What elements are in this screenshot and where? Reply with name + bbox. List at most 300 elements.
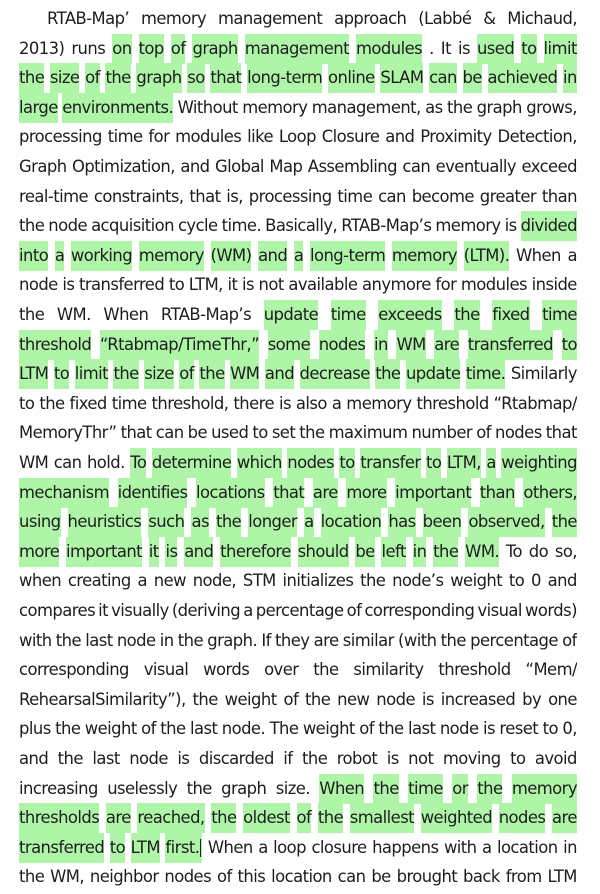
highlighted-word: modules [356, 34, 422, 64]
highlighted-word: exceeds [378, 300, 441, 330]
word: fixed [69, 393, 107, 413]
word: a [567, 245, 577, 265]
word: discarded [198, 749, 274, 768]
highlighted-word: a [294, 241, 304, 271]
highlighted-word: to [562, 330, 577, 360]
word: Proximity [420, 127, 492, 147]
highlighted-word: WM [230, 359, 259, 389]
highlighted-word: smallest [350, 803, 414, 833]
word: RTAB-Map’ [47, 9, 130, 28]
highlighted-word: weighting [501, 448, 577, 478]
word: STM [242, 571, 276, 591]
highlighted-word: such [148, 507, 184, 537]
word: when [19, 571, 62, 591]
word: increased [440, 689, 516, 709]
word: Map [269, 157, 303, 176]
word: for [148, 127, 170, 147]
word: weight [84, 719, 137, 739]
word: moving [442, 749, 501, 768]
word: “Rtabmap/ [493, 393, 577, 413]
word: is [421, 689, 434, 709]
highlighted-word: memory [512, 774, 577, 804]
word: corresponding [19, 660, 129, 680]
highlighted-word: graph [136, 63, 181, 93]
word: of [476, 423, 491, 443]
highlighted-word: therefore [220, 537, 291, 567]
word: happens [372, 837, 439, 857]
word: uselessly [107, 778, 178, 798]
word: the [57, 749, 83, 768]
word: the [302, 749, 328, 768]
word: similarity [353, 660, 424, 680]
highlighted-word: has [388, 507, 415, 537]
word: can [378, 186, 406, 206]
word: to [508, 571, 525, 591]
highlighted-word: transfer [360, 448, 420, 478]
word: like [247, 127, 273, 147]
word: a [258, 837, 268, 857]
highlighted-word: time [331, 300, 366, 330]
highlighted-word: the [552, 507, 577, 537]
highlighted-word: (WM) [211, 241, 252, 271]
word: “Mem/ [525, 660, 577, 680]
word: of [359, 719, 374, 739]
word: Michaud, [507, 9, 577, 28]
word: by [522, 689, 542, 709]
word: brought [396, 867, 458, 887]
text-line [19, 63, 577, 93]
word: LTM, [188, 275, 223, 295]
highlighted-word: are [313, 478, 338, 508]
word: the [177, 630, 204, 650]
word: creating [67, 571, 131, 591]
highlighted-word: as [191, 507, 208, 537]
highlighted-word: some [268, 330, 310, 360]
highlighted-word: long-term [247, 63, 322, 93]
word: time [107, 127, 143, 147]
highlighted-word: LTM [19, 359, 48, 389]
text-line [19, 803, 577, 833]
word: exceed [521, 157, 577, 176]
word: of [562, 630, 577, 650]
word: to [168, 275, 185, 295]
text-line [19, 744, 577, 774]
word: is [278, 393, 291, 413]
highlighted-word: is [165, 537, 177, 567]
word: When [207, 837, 253, 857]
word: the [313, 660, 339, 680]
highlighted-word: large [19, 93, 58, 123]
highlighted-word: reached, [137, 803, 204, 833]
word: and [19, 749, 49, 768]
text-line [19, 714, 577, 744]
highlighted-word: and [258, 241, 287, 271]
word: graph [476, 97, 522, 117]
text-line [19, 418, 577, 448]
text-line [19, 774, 577, 804]
word: can [337, 867, 366, 887]
text-line [19, 478, 577, 508]
word: is, [226, 186, 243, 206]
word: Graph [19, 157, 67, 176]
word: the [192, 689, 218, 709]
word: do [528, 541, 549, 561]
word: the [39, 393, 65, 413]
word: compares [19, 601, 96, 620]
highlighted-word: the [113, 359, 138, 389]
word: node [439, 719, 479, 739]
highlighted-word: it [149, 537, 159, 567]
word: last [408, 719, 436, 739]
highlighted-word: limit [75, 359, 108, 389]
highlighted-word: to [426, 448, 441, 478]
word: that [189, 186, 221, 206]
word: closure [311, 837, 367, 857]
highlighted-word: be [463, 63, 482, 93]
word: are [313, 630, 339, 650]
word: visually [111, 601, 169, 620]
word: be [187, 423, 207, 443]
word: WM [19, 453, 49, 472]
word: Without [177, 97, 238, 117]
word: of [216, 867, 232, 887]
text-line [19, 685, 577, 715]
highlighted-word: weighted [421, 803, 492, 833]
word: the [19, 305, 45, 324]
word: number [411, 423, 473, 443]
highlighted-word: and [184, 537, 213, 567]
word: the [55, 719, 81, 739]
text-line [19, 833, 577, 863]
word: reset [499, 719, 539, 739]
word: the [160, 719, 186, 739]
highlighted-word: a [55, 241, 65, 271]
word: a [331, 393, 342, 413]
text-line [19, 655, 577, 685]
text-line [47, 4, 577, 34]
word: To [505, 541, 522, 561]
text-line [19, 211, 577, 241]
word: The [269, 719, 299, 739]
word: node [129, 749, 168, 768]
highlighted-word: transferred [19, 833, 104, 863]
text-line [19, 596, 577, 626]
word: of [141, 719, 156, 739]
word: inside [531, 275, 577, 295]
highlighted-word: graph [192, 34, 237, 64]
highlighted-word: mechanism [19, 478, 109, 508]
word: runs [71, 38, 106, 58]
word: not [258, 275, 284, 295]
word: real-time [19, 186, 89, 206]
word: acquisition [91, 216, 174, 236]
highlighted-word: the [477, 774, 502, 804]
highlighted-word: should [298, 537, 349, 567]
highlighted-word: memory [139, 241, 204, 271]
highlighted-word: management [245, 34, 349, 64]
highlighted-word: LTM [131, 833, 160, 863]
text-line [19, 182, 577, 212]
word: Similarly [510, 364, 577, 384]
word: time [111, 393, 147, 413]
highlighted-word: threshold [19, 330, 91, 360]
word: If [261, 630, 271, 650]
word: new [153, 571, 186, 591]
highlighted-word: memory [392, 241, 457, 271]
word: threshold, [151, 393, 229, 413]
highlighted-word: more [19, 537, 59, 567]
word: 0 [531, 571, 541, 591]
word: . [429, 38, 434, 58]
word: if [283, 749, 293, 768]
highlighted-word: the [433, 537, 458, 567]
word: the [55, 630, 82, 650]
word: is [386, 749, 399, 768]
word: that [120, 423, 152, 443]
highlighted-word: which [237, 448, 282, 478]
highlighted-word: working [71, 241, 132, 271]
word: grows, [526, 97, 577, 117]
word: be [371, 867, 391, 887]
word: memory [140, 9, 207, 28]
text-cursor [200, 839, 201, 857]
highlighted-word: update [406, 359, 460, 389]
text-line [19, 330, 577, 360]
word: Global [214, 157, 264, 176]
text-line [19, 241, 577, 271]
word: as [425, 97, 443, 117]
highlighted-word: oldest [243, 803, 290, 833]
highlighted-word: nodes [287, 448, 334, 478]
word: node [48, 216, 88, 236]
highlighted-word: SLAM [380, 63, 423, 93]
word: plus [19, 719, 51, 739]
word: initializes [282, 571, 354, 591]
highlighted-word: first. [165, 833, 202, 863]
word: percentage [255, 601, 344, 620]
word: graph. [207, 630, 258, 650]
highlighted-word: decrease [300, 359, 370, 389]
highlighted-word: WM [396, 330, 425, 360]
word: weight [224, 689, 277, 709]
word: available [288, 275, 358, 295]
highlighted-word: a [486, 448, 496, 478]
word: management, [311, 97, 421, 117]
highlighted-word: important [66, 537, 142, 567]
highlighted-word: used [477, 34, 514, 64]
highlighted-word: and [265, 359, 294, 389]
text-line [19, 300, 577, 330]
word: set [271, 423, 296, 443]
highlighted-word: that [273, 478, 304, 508]
word: LTM [547, 867, 577, 887]
word: in [159, 630, 174, 650]
highlighted-word: time. [466, 359, 506, 389]
highlighted-word: can [429, 63, 457, 93]
word: 2013) [19, 38, 65, 58]
highlighted-word: are [552, 803, 577, 833]
word: management [217, 9, 323, 28]
word: for [435, 275, 457, 295]
word: RTAB-Map’s [160, 305, 252, 324]
text-line [19, 359, 577, 389]
highlighted-word: on [112, 34, 131, 64]
word: (with [398, 630, 437, 650]
text-line [19, 122, 577, 152]
word: is [504, 216, 517, 236]
highlighted-word: important [395, 478, 471, 508]
word: last [189, 719, 218, 739]
word: new [337, 689, 370, 709]
word: with [19, 630, 52, 650]
word: from [505, 867, 542, 887]
word: memory [346, 393, 412, 413]
word: When [103, 305, 149, 324]
highlighted-word: heuristics [68, 507, 142, 537]
highlighted-word: the [19, 63, 44, 93]
word: transferred [78, 275, 165, 295]
word: there [233, 393, 275, 413]
word: node [19, 275, 58, 295]
word: threshold [416, 393, 489, 413]
highlighted-word: To [130, 448, 146, 478]
word: Optimization, [71, 157, 175, 176]
text-line [19, 626, 577, 656]
word: the [440, 630, 466, 650]
word: 0, [562, 719, 577, 739]
word: graph [221, 778, 267, 798]
highlighted-word: a [304, 507, 314, 537]
highlighted-word: size [50, 63, 80, 93]
highlighted-word: transferred [468, 330, 553, 360]
highlighted-word: the [375, 359, 400, 389]
word: they [275, 630, 310, 650]
highlighted-word: others, [523, 478, 577, 508]
highlighted-word: to [521, 34, 536, 64]
highlighted-word: the [373, 774, 398, 804]
highlighted-word: the [211, 803, 236, 833]
highlighted-word: the [454, 300, 479, 330]
word: of [283, 689, 299, 709]
word: Loop [278, 127, 316, 147]
word: robot [336, 749, 378, 768]
word: this [237, 867, 266, 887]
word: avoid [534, 749, 577, 768]
word: (deriving [171, 601, 241, 620]
text-line [19, 537, 577, 567]
word: used [211, 423, 249, 443]
highlighted-word: so [187, 63, 204, 93]
highlighted-word: left [381, 537, 405, 567]
word: Detection, [497, 127, 577, 147]
word: When [516, 245, 561, 265]
word: with [443, 837, 477, 857]
word: MemoryThr” [19, 423, 117, 443]
word: node [376, 689, 415, 709]
text-line [19, 566, 577, 596]
word: memory [242, 97, 308, 117]
highlighted-word: divided [521, 211, 577, 241]
highlighted-word: than [480, 478, 515, 508]
highlighted-word: nodes [499, 803, 546, 833]
word: over [264, 660, 299, 680]
word: corresponding [364, 601, 475, 620]
word: the [19, 216, 45, 236]
word: maximum [328, 423, 408, 443]
text-line [19, 389, 577, 419]
highlighted-word: “Rtabmap/TimeThr,” [100, 330, 259, 360]
highlighted-word: are [106, 803, 131, 833]
word: similar [342, 630, 394, 650]
word: node, [192, 571, 237, 591]
highlighted-word: to [54, 359, 69, 389]
highlighted-word: to [339, 448, 354, 478]
word: a [137, 571, 147, 591]
word: to [542, 719, 558, 739]
highlighted-word: long-term [310, 241, 385, 271]
highlighted-word: determine [152, 448, 232, 478]
word: RehearsalSimilarity”), [19, 689, 186, 709]
highlighted-word: the [199, 359, 224, 389]
word: constraints, [93, 186, 184, 206]
highlighted-word: locations [196, 478, 265, 508]
word: memory [435, 216, 501, 236]
highlighted-word: thresholds [19, 803, 99, 833]
word: node’s [392, 571, 444, 591]
word: so, [554, 541, 577, 561]
word: in [563, 837, 577, 857]
word: last [85, 630, 113, 650]
word: Basically, [265, 216, 338, 236]
word: back [463, 867, 500, 887]
word: become [411, 186, 474, 206]
word: nodes [494, 423, 542, 443]
word: it [98, 601, 109, 620]
highlighted-word: that [210, 63, 241, 93]
word: not [408, 749, 434, 768]
word: cycle [177, 216, 218, 236]
word: last [92, 749, 120, 768]
highlighted-word: the [216, 507, 241, 537]
word: node. [221, 719, 266, 739]
highlighted-word: limit [544, 34, 577, 64]
word: loop [273, 837, 306, 857]
word: can [402, 157, 431, 176]
highlighted-word: of [85, 63, 100, 93]
word: time [337, 186, 373, 206]
highlighted-word: of [171, 34, 186, 64]
highlighted-word: identifies [118, 478, 188, 508]
highlighted-word: the [318, 803, 343, 833]
word: percentage [470, 630, 558, 650]
word: time. [221, 216, 262, 236]
word: to [510, 749, 526, 768]
word: to [252, 423, 268, 443]
word: node [116, 630, 156, 650]
word: eventually [435, 157, 517, 176]
text-line [19, 507, 577, 537]
highlighted-word: time [408, 774, 443, 804]
word: is [177, 749, 190, 768]
text-line [19, 862, 577, 892]
word: and [547, 571, 577, 591]
word: the [447, 97, 473, 117]
highlighted-word: location [321, 507, 382, 537]
word: processing [19, 127, 102, 147]
word: words [203, 660, 250, 680]
word: nodes [164, 867, 212, 887]
word: Closure [321, 127, 380, 147]
